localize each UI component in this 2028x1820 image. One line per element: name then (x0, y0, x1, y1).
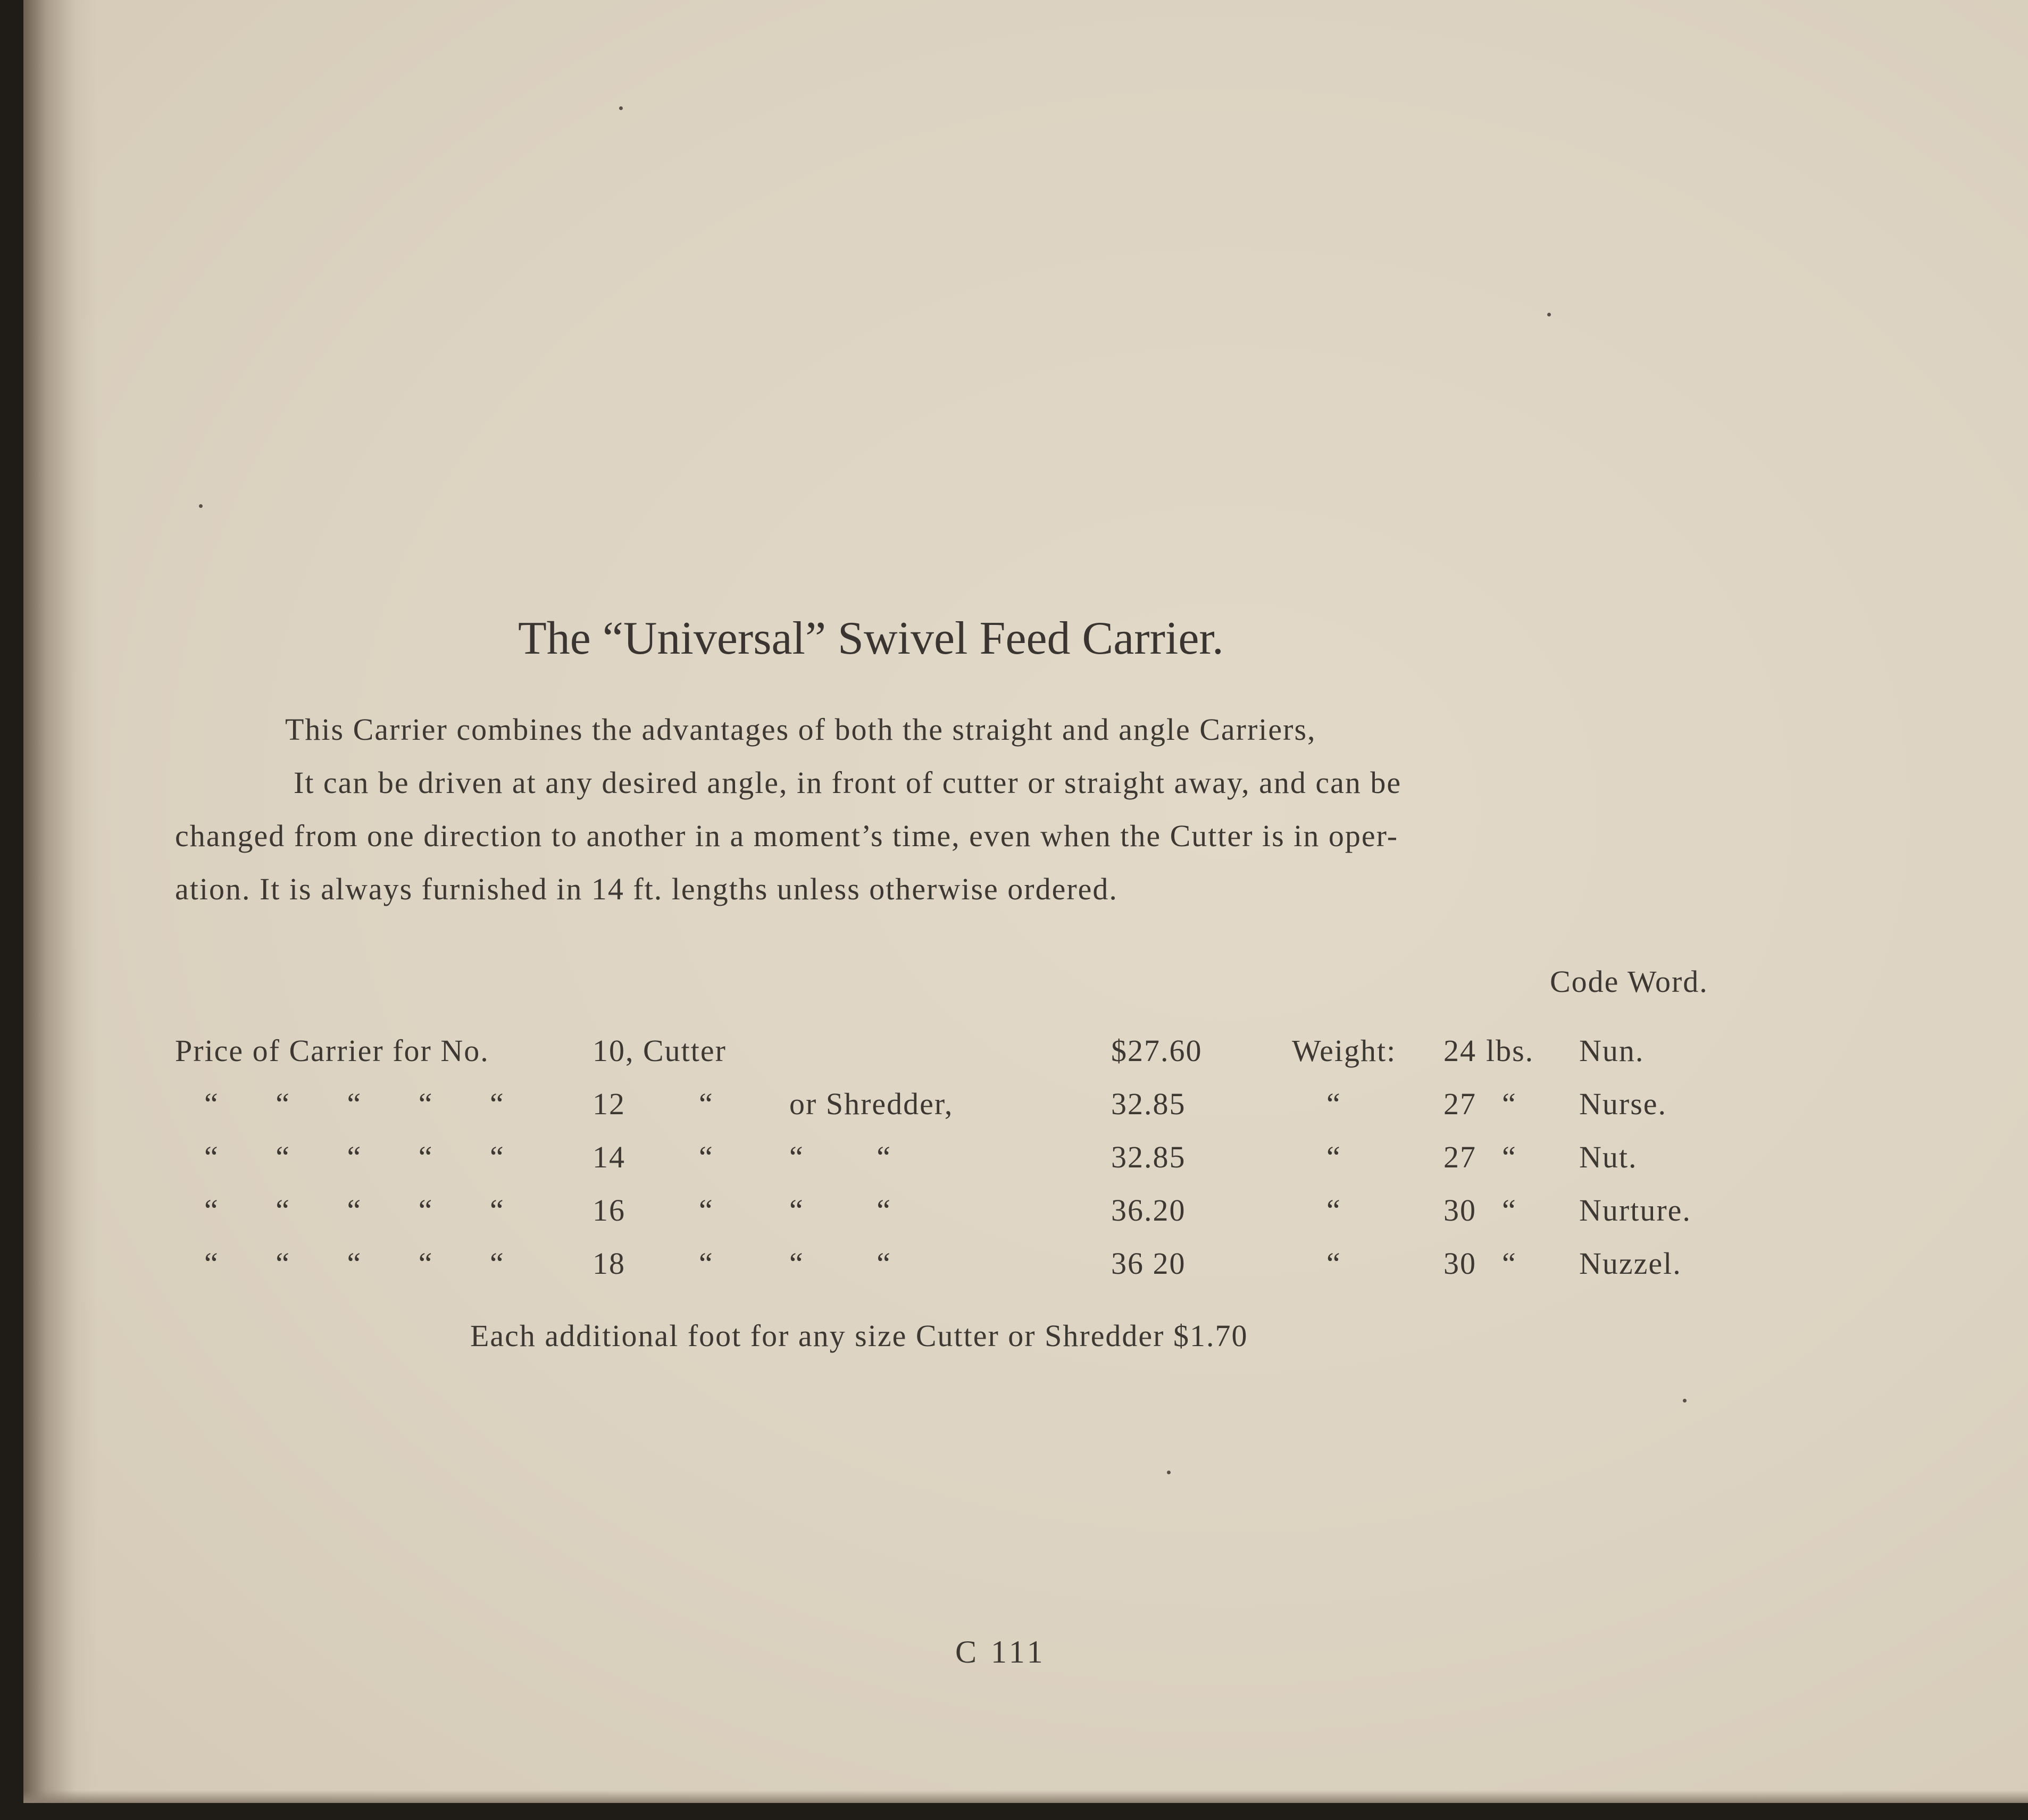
code-word: Nurse. (1579, 1087, 1667, 1121)
ditto-marks: “ “ “ “ “ (204, 1140, 505, 1174)
weight-value: 30 (1443, 1193, 1476, 1228)
price: $27.60 (1111, 1033, 1203, 1068)
row-label: Price of Carrier for No. (175, 1033, 489, 1068)
type-ditto: “ (699, 1140, 714, 1174)
weight-ditto: “ (1326, 1193, 1341, 1228)
page-bottom-edge (23, 1790, 2028, 1803)
catalog-page (23, 0, 2028, 1803)
type-ditto: “ (699, 1087, 714, 1121)
paragraph-line-2: It can be driven at any desired angle, in front of cutter or straight away, and can be (294, 765, 1402, 800)
cutter-size: 10, Cutter (592, 1033, 727, 1068)
machine-type: “ “ (789, 1193, 891, 1228)
cutter-size: 18 (592, 1246, 625, 1281)
weight-value: 27 (1443, 1140, 1476, 1174)
type-ditto: “ (699, 1193, 714, 1228)
weight-unit: “ (1502, 1193, 1517, 1228)
paragraph-line-3: changed from one direction to another in a moment’s time, even when the Cutter is in oper- (175, 819, 1399, 853)
machine-type: “ “ (789, 1246, 891, 1281)
code-word: Nun. (1579, 1033, 1645, 1068)
code-word: Nut. (1579, 1140, 1638, 1174)
footnote: Each additional foot for any size Cutter or Shredder $1.70 (470, 1318, 1248, 1353)
weight-unit: “ (1502, 1246, 1517, 1281)
price: 36.20 (1111, 1193, 1186, 1228)
price: 32.85 (1111, 1087, 1186, 1121)
weight-ditto: “ (1326, 1246, 1341, 1281)
price: 32.85 (1111, 1140, 1186, 1174)
price: 36 20 (1111, 1246, 1186, 1281)
type-ditto: “ (699, 1246, 714, 1281)
paper-speck (1167, 1471, 1171, 1474)
cutter-size: 14 (592, 1140, 625, 1174)
weight-unit: lbs. (1486, 1033, 1534, 1068)
paper-speck (199, 504, 203, 508)
cutter-size: 12 (592, 1087, 625, 1121)
page-title: The “Universal” Swivel Feed Carrier. (518, 613, 1224, 664)
paper-speck (1683, 1399, 1687, 1402)
weight-label: Weight: (1292, 1033, 1397, 1068)
book-gutter (23, 0, 98, 1803)
weight-ditto: “ (1326, 1140, 1341, 1174)
code-word-header: Code Word. (1550, 964, 1708, 999)
paper-speck (619, 106, 623, 110)
machine-type: or Shredder, (789, 1087, 954, 1121)
code-word: Nurture. (1579, 1193, 1691, 1228)
paper-speck (1547, 313, 1551, 316)
weight-value: 27 (1443, 1087, 1476, 1121)
code-word: Nuzzel. (1579, 1246, 1682, 1281)
cutter-size: 16 (592, 1193, 625, 1228)
ditto-marks: “ “ “ “ “ (204, 1246, 505, 1281)
weight-value: 24 (1443, 1033, 1476, 1068)
ditto-marks: “ “ “ “ “ (204, 1193, 505, 1228)
weight-unit: “ (1502, 1087, 1517, 1121)
machine-type: “ “ (789, 1140, 891, 1174)
paragraph-line-4: ation. It is always furnished in 14 ft. lengths unless otherwise ordered. (175, 872, 1118, 906)
weight-ditto: “ (1326, 1087, 1341, 1121)
paragraph-line-1: This Carrier combines the advantages of both the straight and angle Carriers, (285, 712, 1316, 747)
page-number: C 111 (955, 1634, 1046, 1669)
weight-value: 30 (1443, 1246, 1476, 1281)
weight-unit: “ (1502, 1140, 1517, 1174)
ditto-marks: “ “ “ “ “ (204, 1087, 505, 1121)
